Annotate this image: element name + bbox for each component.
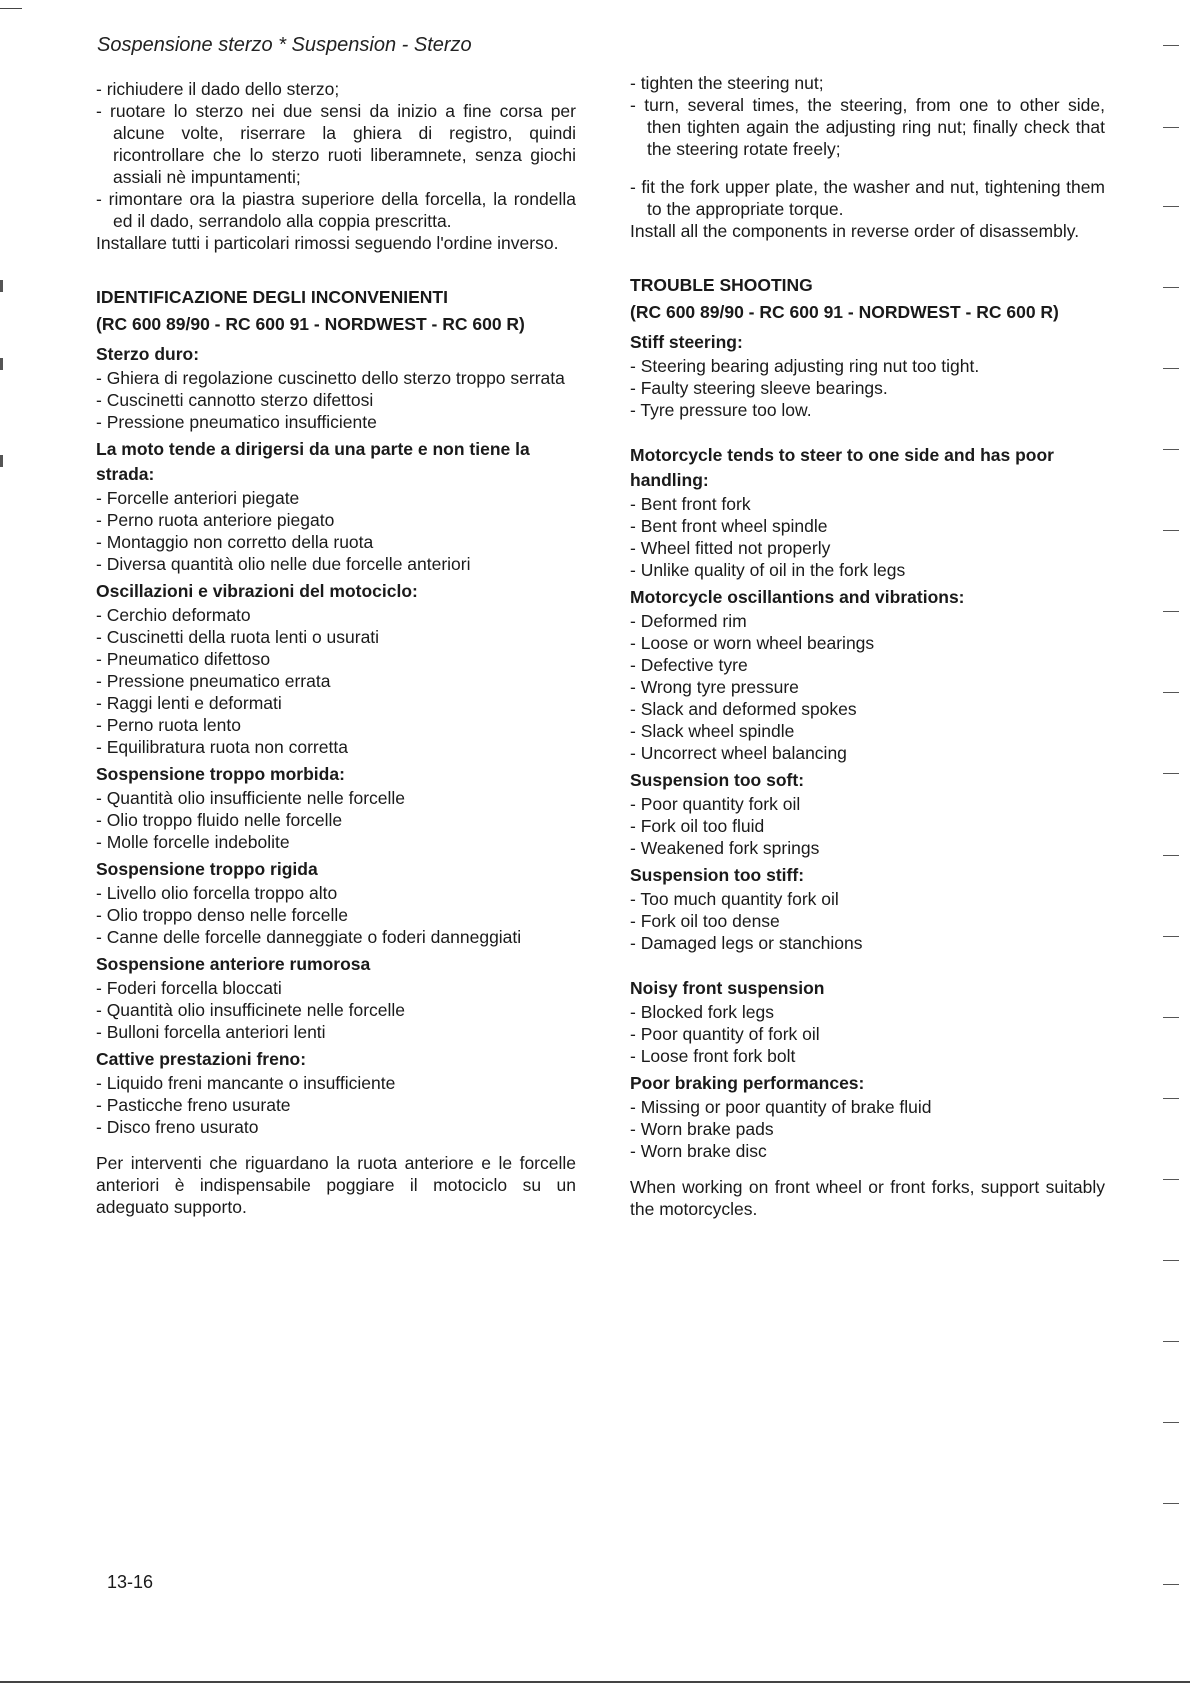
list-item: - Livello olio forcella troppo alto <box>96 883 338 903</box>
english-intro-list <box>630 72 1105 160</box>
list-item: - ruotare lo sterzo nei due sensi da inizio a fine corsa per alcune volte, riserrare la ghiera di registro, quindi ricontrollare che lo sterzo ruoti liberamnete, senza giochi assiali nè impuntamenti; <box>96 101 576 187</box>
list-item: - Unlike quality of oil in the fork legs <box>630 560 906 580</box>
edge-mark <box>1163 1260 1179 1261</box>
edge-mark <box>1163 1422 1179 1423</box>
page-number: 13-16 <box>107 1572 154 1592</box>
list-item: - Quantità olio insufficinete nelle forcelle <box>96 1000 406 1020</box>
list-item: - Fork oil too fluid <box>630 816 765 836</box>
list-item: - Bulloni forcella anteriori lenti <box>96 1022 326 1042</box>
list-item: - Canne delle forcelle danneggiate o foderi danneggiati <box>96 927 522 947</box>
section-title-line: IDENTIFICAZIONE DEGLI INCONVENIENTI <box>96 287 448 307</box>
list-item: - Steering bearing adjusting ring nut too tight. <box>630 356 980 376</box>
list-item: - Worn brake disc <box>630 1141 767 1161</box>
edge-mark <box>1163 1341 1179 1342</box>
list-item: - turn, several times, the steering, from one to other side, then tighten again the adjusting ring nut; finally check that the steering rotate freely; <box>630 95 1105 159</box>
list-item: - Deformed rim <box>630 611 747 631</box>
italian-closing-text: Per interventi che riguardano la ruota anteriore e le forcelle anteriori è indispensabile poggiare il motociclo su un adeguato supporto. <box>96 1153 576 1217</box>
section-title-line: (RC 600 89/90 - RC 600 91 - NORDWEST - RC 600 R) <box>630 302 1059 322</box>
list-item: - Pasticche freno usurate <box>96 1095 291 1115</box>
list-item: - Perno ruota lento <box>96 715 241 735</box>
edge-mark <box>1163 1503 1179 1504</box>
list-item: - Uncorrect wheel balancing <box>630 743 847 763</box>
english-intro-list-2 <box>630 176 1105 220</box>
edge-mark <box>1163 368 1179 369</box>
list-item: - Missing or poor quantity of brake fluid <box>630 1097 932 1117</box>
english-group-stiff-susp <box>630 863 1105 954</box>
edge-mark <box>1163 773 1179 774</box>
edge-mark <box>1163 530 1179 531</box>
list-item: - Damaged legs or stanchions <box>630 933 863 953</box>
italian-column <box>96 78 576 1218</box>
english-group-stiff <box>630 330 1105 421</box>
group-heading: Motorcycle oscillantions and vibrations: <box>630 587 965 607</box>
scan-edge-bottom <box>0 1681 1190 1683</box>
group-heading: La moto tende a dirigersi da una parte e non tiene la strada: <box>96 439 530 484</box>
group-heading: Sterzo duro: <box>96 344 200 364</box>
list-item: - Too much quantity fork oil <box>630 889 839 909</box>
english-group-vibrations <box>630 585 1105 764</box>
edge-mark <box>1163 449 1179 450</box>
list-item: - Molle forcelle indebolite <box>96 832 290 852</box>
italian-intro-list <box>96 78 576 232</box>
italian-group-pulls <box>96 437 576 575</box>
list-item: - Raggi lenti e deformati <box>96 693 282 713</box>
running-head: Sospensione sterzo * Suspension - Sterzo <box>97 34 472 56</box>
list-item: - Pressione pneumatico insufficiente <box>96 412 377 432</box>
edge-mark <box>1163 45 1179 46</box>
list-item: - Foderi forcella bloccati <box>96 978 282 998</box>
edge-mark <box>1163 127 1179 128</box>
italian-group-brakes <box>96 1047 576 1138</box>
english-section-title <box>630 272 1105 326</box>
list-item: - Bent front fork <box>630 494 751 514</box>
list-item: - Worn brake pads <box>630 1119 774 1139</box>
list-item: - Disco freno usurato <box>96 1117 259 1137</box>
english-closing-text: When working on front wheel or front forks, support suitably the motorcycles. <box>630 1177 1105 1219</box>
list-item: - Liquido freni mancante o insufficiente <box>96 1073 396 1093</box>
list-item: - Olio troppo denso nelle forcelle <box>96 905 348 925</box>
italian-group-noisy <box>96 952 576 1043</box>
list-item: - Tyre pressure too low. <box>630 400 812 420</box>
list-item: - Fork oil too dense <box>630 911 780 931</box>
list-item: - Perno ruota anteriore piegato <box>96 510 335 530</box>
list-item: - Cerchio deformato <box>96 605 251 625</box>
section-title-line: TROUBLE SHOOTING <box>630 275 813 295</box>
group-heading: Sospensione troppo morbida: <box>96 764 345 784</box>
edge-mark <box>1163 1584 1179 1585</box>
list-item: - Olio troppo fluido nelle forcelle <box>96 810 343 830</box>
english-group-brakes <box>630 1071 1105 1162</box>
list-item: - Slack and deformed spokes <box>630 699 857 719</box>
edge-mark <box>1163 692 1179 693</box>
list-item: - Faulty steering sleeve bearings. <box>630 378 888 398</box>
group-heading: Suspension too soft: <box>630 770 805 790</box>
group-heading: Sospensione troppo rigida <box>96 859 318 879</box>
edge-mark <box>1163 855 1179 856</box>
list-item: - Blocked fork legs <box>630 1002 774 1022</box>
italian-group-vibrations <box>96 579 576 758</box>
group-heading: Stiff steering: <box>630 332 743 352</box>
section-title-line: (RC 600 89/90 - RC 600 91 - NORDWEST - RC 600 R) <box>96 314 525 334</box>
edge-mark <box>1163 936 1179 937</box>
list-item: - Poor quantity fork oil <box>630 794 801 814</box>
english-column <box>630 72 1105 1220</box>
edge-mark <box>1163 611 1179 612</box>
group-heading: Motorcycle tends to steer to one side and has poor handling: <box>630 445 1054 490</box>
list-item: - Bent front wheel spindle <box>630 516 828 536</box>
list-item: - fit the fork upper plate, the washer and nut, tightening them to the appropriate torque. <box>630 177 1105 219</box>
group-heading: Sospensione anteriore rumorosa <box>96 954 371 974</box>
list-item: - Pressione pneumatico errata <box>96 671 331 691</box>
edge-mark <box>1163 206 1179 207</box>
scan-speck <box>0 280 3 292</box>
list-item: - Wrong tyre pressure <box>630 677 799 697</box>
group-heading: Cattive prestazioni freno: <box>96 1049 307 1069</box>
list-item: - Equilibratura ruota non corretta <box>96 737 348 757</box>
group-heading: Poor braking performances: <box>630 1073 865 1093</box>
edge-mark <box>1163 1179 1179 1180</box>
list-item: - Defective tyre <box>630 655 748 675</box>
list-item: - Pneumatico difettoso <box>96 649 271 669</box>
list-item: - rimontare ora la piastra superiore della forcella, la rondella ed il dado, serrandolo alla coppia prescritta. <box>96 189 576 231</box>
list-item: - Montaggio non corretto della ruota <box>96 532 374 552</box>
edge-mark <box>1163 1098 1179 1099</box>
italian-install-text: Installare tutti i particolari rimossi seguendo l'ordine inverso. <box>96 233 559 253</box>
italian-group-stiff <box>96 342 576 433</box>
english-group-noisy <box>630 976 1105 1067</box>
list-item: - Cuscinetti cannotto sterzo difettosi <box>96 390 374 410</box>
list-item: - Quantità olio insufficiente nelle forcelle <box>96 788 406 808</box>
list-item: - Ghiera di regolazione cuscinetto dello sterzo troppo serrata <box>96 368 565 388</box>
scan-edge-top <box>0 8 22 9</box>
english-group-soft <box>630 768 1105 859</box>
list-item: - Wheel fitted not properly <box>630 538 831 558</box>
list-item: - tighten the steering nut; <box>630 73 824 93</box>
english-install-text: Install all the components in reverse order of disassembly. <box>630 221 1080 241</box>
italian-group-soft <box>96 762 576 853</box>
italian-group-rigid <box>96 857 576 948</box>
list-item: - Loose or worn wheel bearings <box>630 633 875 653</box>
group-heading: Suspension too stiff: <box>630 865 805 885</box>
scan-edge-marks <box>1163 0 1183 1684</box>
list-item: - Poor quantity of fork oil <box>630 1024 820 1044</box>
group-heading: Noisy front suspension <box>630 978 825 998</box>
list-item: - Forcelle anteriori piegate <box>96 488 300 508</box>
edge-mark <box>1163 287 1179 288</box>
group-heading: Oscillazioni e vibrazioni del motociclo: <box>96 581 418 601</box>
edge-mark <box>1163 1017 1179 1018</box>
english-group-pulls <box>630 443 1105 581</box>
scan-speck <box>0 358 3 370</box>
list-item: - Loose front fork bolt <box>630 1046 796 1066</box>
list-item: - Cuscinetti della ruota lenti o usurati <box>96 627 380 647</box>
list-item: - richiudere il dado dello sterzo; <box>96 79 340 99</box>
list-item: - Slack wheel spindle <box>630 721 795 741</box>
list-item: - Weakened fork springs <box>630 838 820 858</box>
scan-speck <box>0 455 3 467</box>
list-item: - Diversa quantità olio nelle due forcelle anteriori <box>96 554 471 574</box>
italian-section-title <box>96 284 576 338</box>
